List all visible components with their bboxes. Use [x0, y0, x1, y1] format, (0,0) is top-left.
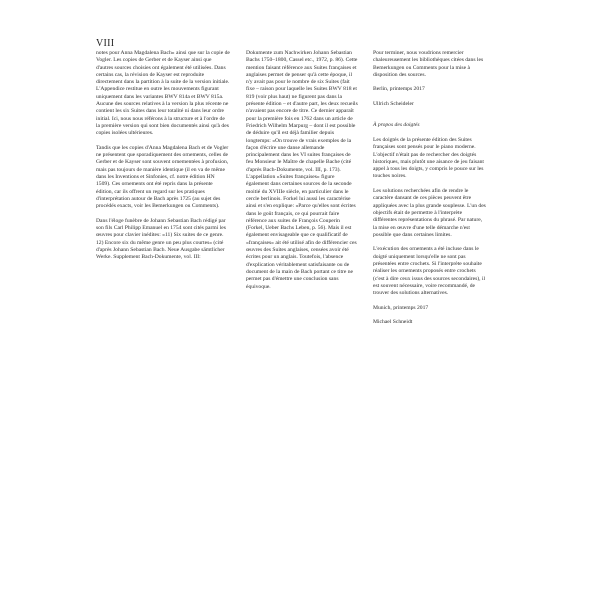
author-name: Ullrich Scheideler	[373, 101, 414, 108]
page-number: VIII	[96, 38, 115, 49]
place-date: Munich, printemps 2017	[373, 304, 429, 311]
text-column-2	[246, 50, 358, 298]
paragraph: Tandis que les copies d'Anna Magdalena Bach et de Vogler ne présentent que sporadiquement des ornements, celles de Gerber et de Kayser sont souvent ornementées à profusion, mais pas toujours de manière identique (il en va de même dans les Inventions et Sinfonies, cf. notre édition HN 1509). Ces ornements ont été repris dans la présente édition, car ils offrent un regard sur les pratiques d'interprétation autour de Bach après 1725 (au sujet des procédés exacts, voir les Bemerkungen ou Comments).	[96, 144, 229, 210]
text-column-3	[373, 50, 487, 334]
paragraph: Dokumente zum Nachwirken Johann Sebastian Bachs 1750–1800, Cassel etc., 1972, p. 86). Cette mention faisant référence aux Suites françaises et anglaises permet de penser qu'à cette époque, il n'y avait pas pour le nombre de six Suites (fait fixe – raison pour laquelle les Suites BWV 818 et 819 (voir plus haut) ne figurent pas dans la présente édition – et d'autre part, les deux recueils n'avaient pas encore de titre. Ce dernier apparaît pour la première fois en 1762 dans un article de Friedrich Wilhelm Marpurg – dont il est possible de déduire qu'il est déjà familier depuis longtemps: «On trouve de vrais exemples de la façon d'écrire une danse allemande principalement dans les VI suites françaises de feu Monsieur le Maître de chapelle Bache (cité d'après Bach-Dokumente, vol. III, p. 173). L'appellation «Suites françaises» figure également dans certaines sources de la seconde moitié du XVIIIe siècle, en particulier dans le cercle berlinois. Forkel lui aussi les caractérise ainsi et s'en explique: «Parce qu'elles sont écrites dans le goût français, ce qui pourrait faire référence aux suites de François Couperin (Forkel, Ueber Bachs Leben, p. 56). Mais il est également envisageable que ce qualificatif de «françaises» ait été utilisé afin de différencier ces œuvres des Suites anglaises, censées avoir été écrites pour un anglais. Toutefois, l'absence d'explication véritablement satisfaisante ou de document de la main de Bach portant ce titre ne permet pas d'émettre une conclusion sans équivoque.	[246, 50, 358, 290]
paragraph: Les doigtés de la présente édition des Suites françaises sont pensés pour le piano moderne. L'objectif n'était pas de rechercher des doigtés historiques, mais plutôt une aisance de jeu faisant appel à tous les doigts, y compris le pouce sur les touches noires.	[373, 136, 484, 180]
text-column-1	[96, 50, 230, 269]
paragraph: Les solutions recherchées afin de rendre le caractère dansant de ces pièces peuvent être appliquées avec la plus grande souplesse. L'un des objectifs était de permettre à l'interprète différentes représentations du phrasé. Par nature, la mise en œuvre d'une telle démarche n'est possible que dans certaines limites.	[373, 188, 486, 238]
paragraph: notes pour Anna Magdalena Bach» ainsi que sur la copie de Vogler. Les copies de Gerber et de Kayser ainsi que d'autres sources choisies ont également été utilisées. Dans certains cas, la révision de Kayser est reproduite directement dans la partition à la suite de la version initiale. L'Appendice restitue en outre les mouvements figurant uniquement dans les variantes BWV 814a et BWV 815a. Aucune des sources relatives à la version la plus récente ne contient les six Suites dans leur totalité ni dans leur ordre initial. Ici, nous nous référons à la structure et à l'ordre de la première version qui sont bien documentés ainsi qu'à des copies isolées ultérieures.	[96, 50, 230, 137]
paragraph: Pour terminer, nous voudrions remercier chaleureusement les bibliothèques citées dans les Bemerkungen ou Comments pour la mise à disposition des sources.	[373, 50, 484, 78]
section-heading: À propos des doigtés	[373, 122, 420, 129]
author-name: Michael Schneidt	[373, 319, 413, 326]
place-date: Berlin, printemps 2017	[373, 86, 425, 93]
paragraph: Dans l'éloge funèbre de Johann Sebastian Bach rédigé par son fils Carl Philipp Emanuel en 1754 sont cités parmi les œuvres pour clavier inédites: «11) Six suites de ce genre. 12) Encore six du même genre un peu plus courtes» (cité d'après Johann Sebastian Bach. Neue Ausgabe sämtlicher Werke. Supplement Bach-Dokumente, vol. III:	[96, 217, 226, 261]
paragraph: L'exécution des ornements a été incluse dans le doigté uniquement lorsqu'elle ne sont pas présentées entre crochets. Si l'interprète souhaite réaliser les ornements proposés entre crochets (c'est à dire ceux issus des sources secondaires), il est souvent nécessaire, voire recommandé, de trouver des solutions alternatives.	[373, 246, 486, 297]
